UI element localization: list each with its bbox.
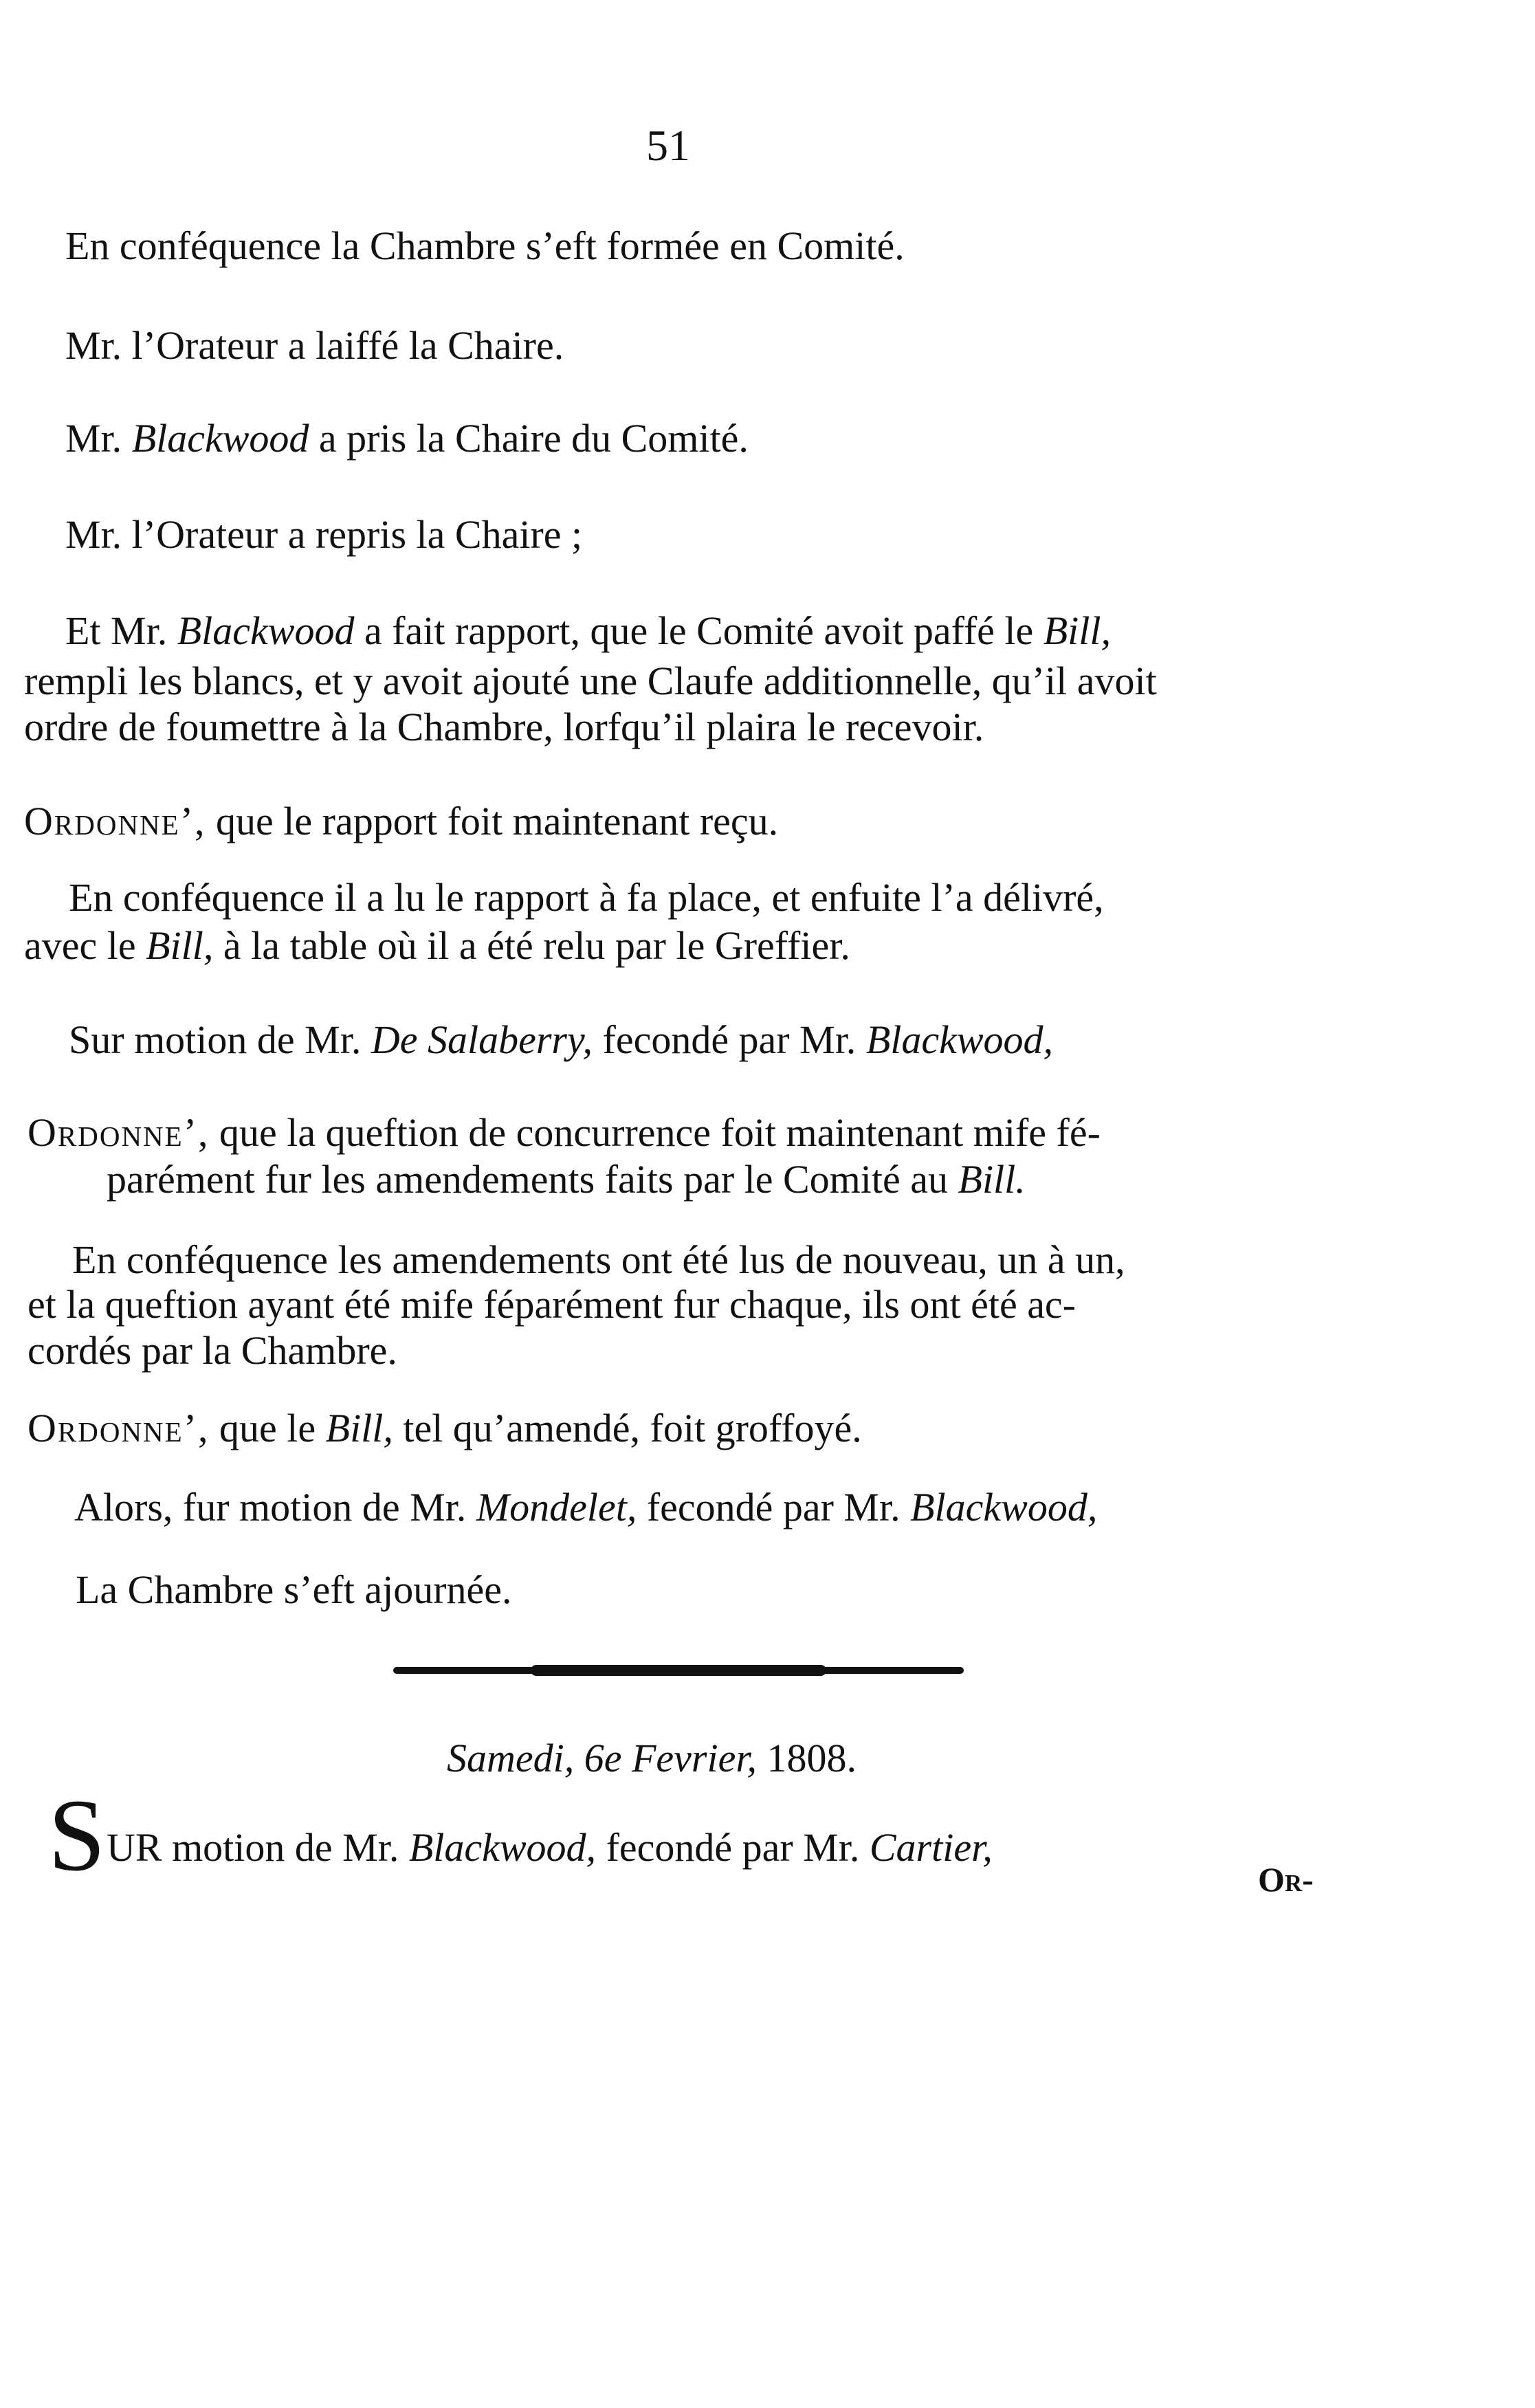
text-line — [27, 1282, 1076, 1328]
text-line — [65, 223, 905, 269]
line-text: que la queftion de concurrence foit maintenant mife fé- — [219, 1110, 1101, 1155]
ordonne-label: Ordonne’, — [24, 799, 206, 843]
line-text: Et Mr. — [65, 608, 168, 653]
text-line — [27, 1406, 862, 1452]
name-italic: Cartier, — [869, 1825, 993, 1870]
section-divider — [393, 1667, 964, 1674]
text-line — [27, 1328, 397, 1374]
line-text: Mr. — [65, 416, 122, 461]
text-line — [107, 1825, 993, 1871]
text-line — [65, 512, 582, 558]
line-text: En conféquence les amendements ont été lus de nouveau, un à un, — [72, 1237, 1125, 1282]
line-text: parément fur les amendements faits par le Comité au — [107, 1157, 949, 1202]
text-line — [69, 1017, 1053, 1063]
text-line — [69, 875, 1104, 921]
line-text: Alors, fur motion de Mr. — [74, 1485, 467, 1529]
page-number: 51 — [646, 121, 690, 170]
text-line — [74, 1485, 1097, 1531]
bill-italic: Bill. — [958, 1157, 1026, 1202]
date-heading-year: 1808. — [766, 1736, 857, 1780]
line-text: et la queftion ayant été mife féparément fur chaque, ils ont été ac- — [27, 1282, 1076, 1327]
name-italic: Blackwood, — [408, 1825, 597, 1870]
ordonne-label: Ordonne’, — [27, 1110, 210, 1155]
line-text: cordés par la Chambre. — [27, 1328, 397, 1373]
line-text: La Chambre s’eft ajournée. — [76, 1567, 512, 1612]
line-text: Mr. l’Orateur a laiffé la Chaire. — [65, 323, 564, 368]
line-text: à la table où il a été relu par le Greffier. — [223, 923, 850, 968]
bill-italic: Bill, — [325, 1406, 393, 1450]
line-text: avec le — [24, 923, 136, 968]
text-line — [24, 659, 1157, 705]
name-italic: Mondelet, — [476, 1485, 637, 1529]
line-text: que le — [219, 1406, 316, 1450]
text-line — [24, 923, 850, 969]
bill-italic: Bill, — [146, 923, 214, 968]
date-heading-text: Samedi, 6e Fevrier, — [447, 1736, 757, 1780]
text-line — [76, 1567, 512, 1613]
line-text: rempli les blancs, et y avoit ajouté une Claufe additionnelle, qu’il avoit — [24, 659, 1157, 703]
text-line — [107, 1157, 1026, 1203]
name-italic: Blackwood — [131, 416, 309, 461]
catchword: Or- — [1258, 1860, 1314, 1899]
ordonne-label: Ordonne’, — [27, 1406, 210, 1450]
line-text: En conféquence la Chambre s’eft formée en Comité. — [65, 223, 905, 268]
name-italic: De Salaberry, — [371, 1017, 593, 1062]
line-text: fecondé par Mr. — [602, 1017, 857, 1062]
line-text: En conféquence il a lu le rapport à fa place, et enfuite l’a délivré, — [69, 875, 1104, 920]
text-line — [27, 1110, 1101, 1156]
line-text: tel qu’amendé, foit groffoyé. — [403, 1406, 862, 1450]
date-heading — [447, 1736, 857, 1782]
line-text: que le rapport foit maintenant reçu. — [216, 799, 779, 843]
text-line — [24, 705, 984, 751]
bill-italic: Bill, — [1043, 608, 1112, 653]
line-text: ordre de foumettre à la Chambre, lorfqu’il plaira le recevoir. — [24, 705, 984, 749]
name-italic: Blackwood, — [910, 1485, 1098, 1529]
drop-cap: S — [48, 1778, 106, 1892]
text-line — [65, 608, 1111, 654]
text-line — [24, 799, 778, 845]
line-text: fecondé par Mr. — [646, 1485, 901, 1529]
line-text: Mr. l’Orateur a repris la Chaire ; — [65, 512, 583, 557]
text-line — [65, 323, 564, 369]
line-text: a pris la Chaire du Comité. — [318, 416, 749, 461]
text-line — [72, 1237, 1125, 1283]
line-text: a fait rapport, que le Comité avoit paffé le — [364, 608, 1034, 653]
name-italic: Blackwood, — [865, 1017, 1054, 1062]
line-text: UR motion de Mr. — [107, 1825, 399, 1870]
text-line — [65, 416, 749, 462]
line-text: Sur motion de Mr. — [69, 1017, 362, 1062]
line-text: fecondé par Mr. — [606, 1825, 860, 1870]
name-italic: Blackwood — [177, 608, 355, 653]
